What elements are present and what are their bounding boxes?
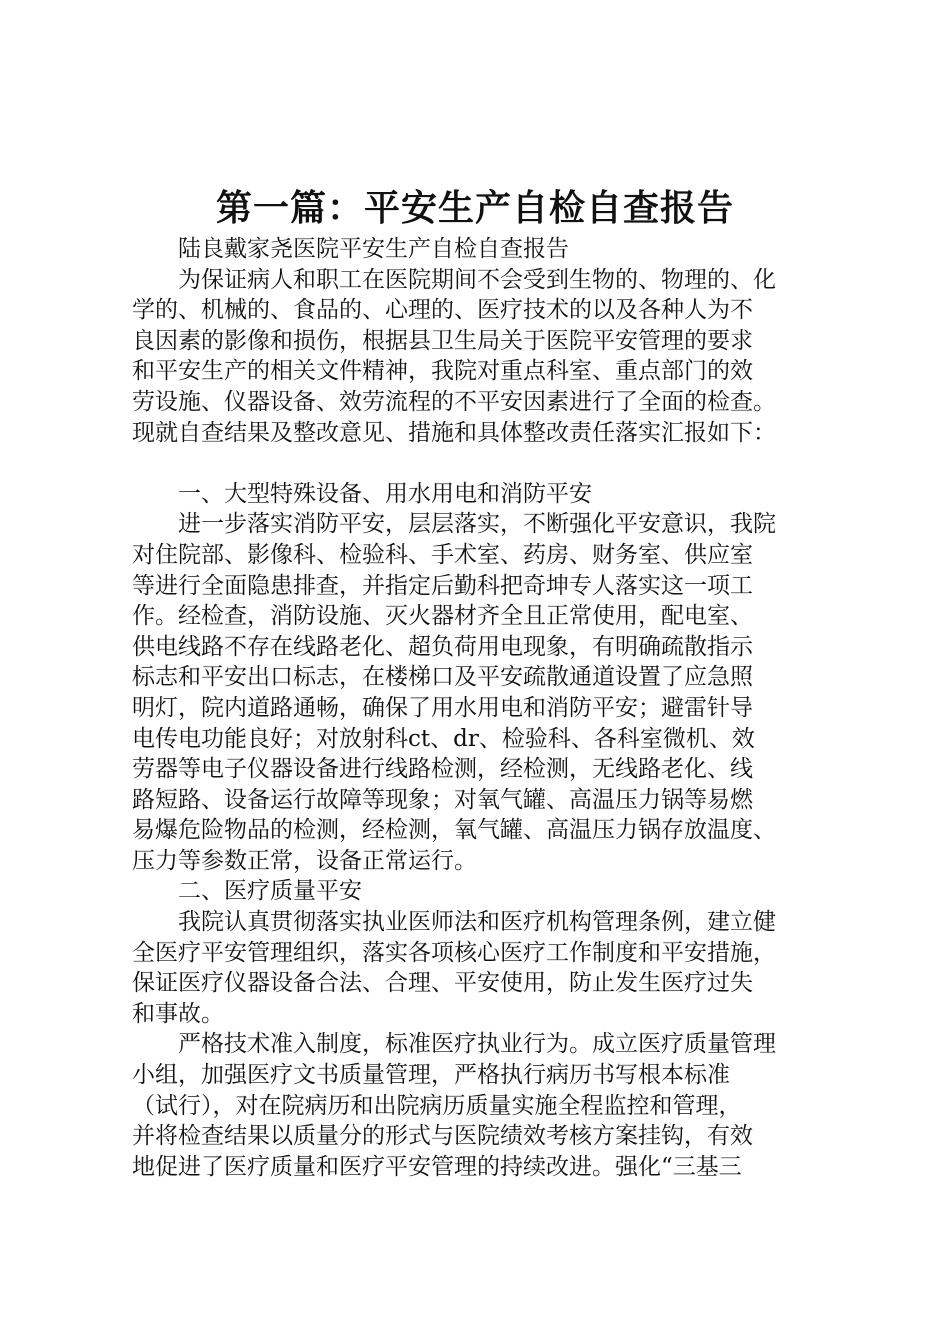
paragraph-line: 全医疗平安管理组织，落实各项核心医疗工作制度和平安措施， xyxy=(132,939,776,966)
paragraph-line: 陆良戴家尧医院平安生产自检自查报告 xyxy=(178,236,569,262)
paragraph-line: 等进行全面隐患排查，并指定后勤科把奇坤专人落实这一项工 xyxy=(132,572,753,599)
paragraph-line: 小组，加强医疗文书质量管理，严格执行病历书写根本标准 xyxy=(132,1062,730,1089)
paragraph-line: 学的、机械的、食品的、心理的、医疗技术的以及各种人为不 xyxy=(132,297,753,324)
paragraph-line: 压力等参数正常，设备正常运行。 xyxy=(132,847,477,874)
paragraph-line: 和事故。 xyxy=(132,1000,224,1027)
paragraph-line: 和平安生产的相关文件精神，我院对重点科室、重点部门的效 xyxy=(132,358,753,385)
paragraph-line: 为保证病人和职工在医院期间不会受到生物的、物理的、化 xyxy=(178,266,776,293)
document-body xyxy=(132,234,844,1182)
paragraph-line: 现就自查结果及整改意见、措施和具体整改责任落实汇报如下： xyxy=(132,419,776,446)
paragraph-line: 标志和平安出口标志，在楼梯口及平安疏散通道设置了应急照 xyxy=(132,664,753,691)
paragraph-line: 严格技术准入制度，标准医疗执业行为。成立医疗质量管理 xyxy=(178,1031,776,1058)
paragraph-line: 劳器等电子仪器设备进行线路检测，经检测，无线路老化、线 xyxy=(132,756,753,783)
document-title: 第一篇：平安生产自检自查报告 xyxy=(215,188,734,229)
paragraph-line: 明灯，院内道路通畅，确保了用水用电和消防平安；避雷针导 xyxy=(132,694,753,721)
paragraph-line: 进一步落实消防平安，层层落实，不断强化平安意识，我院 xyxy=(178,511,776,538)
paragraph-line: 一、大型特殊设备、用水用电和消防平安 xyxy=(178,480,592,507)
paragraph-line: 良因素的影像和损伤，根据县卫生局关于医院平安管理的要求 xyxy=(132,327,753,354)
paragraph-line: 地促进了医疗质量和医疗平安管理的持续改进。强化“三基三 xyxy=(132,1153,742,1180)
paragraph-line: 路短路、设备运行故障等现象；对氧气罐、高温压力锅等易燃 xyxy=(132,786,753,813)
paragraph-line: 供电线路不存在线路老化、超负荷用电现象，有明确疏散指示 xyxy=(132,633,753,660)
paragraph-line: 易爆危险物品的检测，经检测，氧气罐、高温压力锅存放温度、 xyxy=(132,817,776,844)
paragraph-line: 作。经检查，消防设施、灭火器材齐全且正常使用，配电室、 xyxy=(132,603,753,630)
blank-line xyxy=(132,448,844,479)
paragraph-line: 电传电功能良好；对放射科ct、dr、检验科、各科室微机、效 xyxy=(132,725,755,752)
paragraph-line: 我院认真贯彻落实执业医师法和医疗机构管理条例，建立健 xyxy=(178,909,776,936)
paragraph-line: 对住院部、影像科、检验科、手术室、药房、财务室、供应室 xyxy=(132,541,753,568)
paragraph-line: 并将检查结果以质量分的形式与医院绩效考核方案挂钩，有效 xyxy=(132,1123,753,1150)
paragraph-line: 二、医疗质量平安 xyxy=(178,878,362,905)
paragraph-line: （试行），对在院病历和出院病历质量实施全程监控和管理， xyxy=(132,1092,742,1119)
paragraph-line: 保证医疗仪器设备合法、合理、平安使用，防止发生医疗过失 xyxy=(132,970,753,997)
paragraph-line: 劳设施、仪器设备、效劳流程的不平安因素进行了全面的检查。 xyxy=(132,388,776,415)
